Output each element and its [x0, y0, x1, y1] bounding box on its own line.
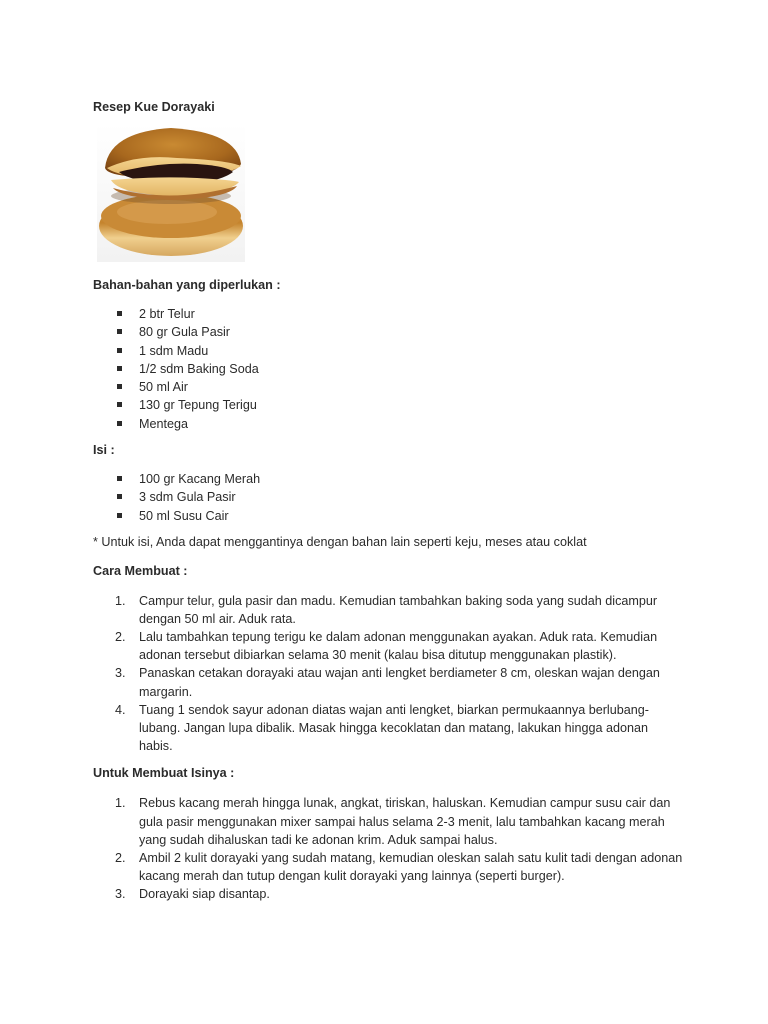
- filling-method-heading: Untuk Membuat Isinya :: [93, 766, 235, 781]
- filling-list: [93, 470, 683, 525]
- step-item: 1. Campur telur, gula pasir dan madu. Kemudian tambahkan baking soda yang sudah dicampur dengan 50 ml air. Aduk rata.: [115, 593, 658, 626]
- step-item: 3. Panaskan cetakan dorayaki atau wajan anti lengket berdiameter 8 cm, oleskan wajan dengan margarin.: [115, 666, 660, 699]
- list-item: 100 gr Kacang Merah: [93, 470, 683, 488]
- list-item: 1/2 sdm Baking Soda: [93, 360, 683, 378]
- step-item: 4. Tuang 1 sendok sayur adonan diatas wajan anti lengket, biarkan permukaannya berlubang-lubang. Jangan lupa dibalik. Masak hingga kecoklatan dan matang, lakukan hingga adonan habis.: [115, 702, 649, 754]
- bullet-icon: [117, 384, 122, 389]
- ingredients-heading: Bahan-bahan yang diperlukan :: [93, 278, 281, 292]
- recipe-title: Resep Kue Dorayaki: [93, 100, 215, 114]
- filling-note: * Untuk isi, Anda dapat menggantinya dengan bahan lain seperti keju, meses atau coklat: [93, 534, 587, 549]
- step-item: 2. Lalu tambahkan tepung terigu ke dalam adonan menggunakan ayakan. Aduk rata. Kemudian adonan tersebut dibiarkan selama 30 menit (kalau bisa ditutup menggunakan plastik).: [115, 629, 658, 663]
- bullet-icon: [117, 421, 122, 426]
- bullet-icon: [117, 348, 122, 353]
- bullet-icon: [117, 513, 122, 518]
- method-heading: Cara Membuat :: [93, 563, 188, 578]
- step-number: 3.: [115, 666, 126, 681]
- bullet-icon: [117, 402, 122, 407]
- step-number: 1.: [115, 796, 126, 811]
- step-item: 1. Rebus kacang merah hingga lunak, angkat, tiriskan, haluskan. Kemudian campur susu cair dan gula pasir menggunakan mixer sampai halus selama 2-3 menit, lalu tambahkan kacang merah yang sudah dihaluskan tadi ke adonan krim. Aduk sampai halus.: [115, 796, 671, 847]
- step-number: 2.: [115, 629, 126, 644]
- ingredients-list: [93, 305, 683, 433]
- bullet-icon: [117, 476, 122, 481]
- method-steps: [93, 592, 683, 756]
- step-number: 1.: [115, 593, 126, 608]
- list-item: 50 ml Air: [93, 378, 683, 396]
- list-item: 2 btr Telur: [93, 305, 683, 323]
- recipe-document: [93, 99, 683, 904]
- filling-heading: Isi :: [93, 443, 115, 458]
- list-item: 130 gr Tepung Terigu: [93, 396, 683, 414]
- bullet-icon: [117, 311, 122, 316]
- filling-method-steps: [93, 794, 683, 903]
- step-number: 3.: [115, 887, 126, 902]
- step-item: 2. Ambil 2 kulit dorayaki yang sudah matang, kemudian oleskan salah satu kulit tadi dengan adonan kacang merah dan tutup dengan kulit dorayaki yang lainnya (seperti burger).: [115, 851, 683, 884]
- bullet-icon: [117, 494, 122, 499]
- list-item: 80 gr Gula Pasir: [93, 323, 683, 341]
- step-number: 2.: [115, 851, 126, 865]
- step-item: 3. Dorayaki siap disantap.: [93, 885, 683, 903]
- list-item: 3 sdm Gula Pasir: [93, 488, 683, 506]
- step-number: 4.: [115, 702, 126, 717]
- bullet-icon: [117, 329, 122, 334]
- dorayaki-photo: [97, 124, 245, 262]
- bullet-icon: [117, 366, 122, 371]
- list-item: 1 sdm Madu: [93, 342, 683, 360]
- list-item: 50 ml Susu Cair: [93, 507, 683, 525]
- list-item: Mentega: [93, 415, 683, 433]
